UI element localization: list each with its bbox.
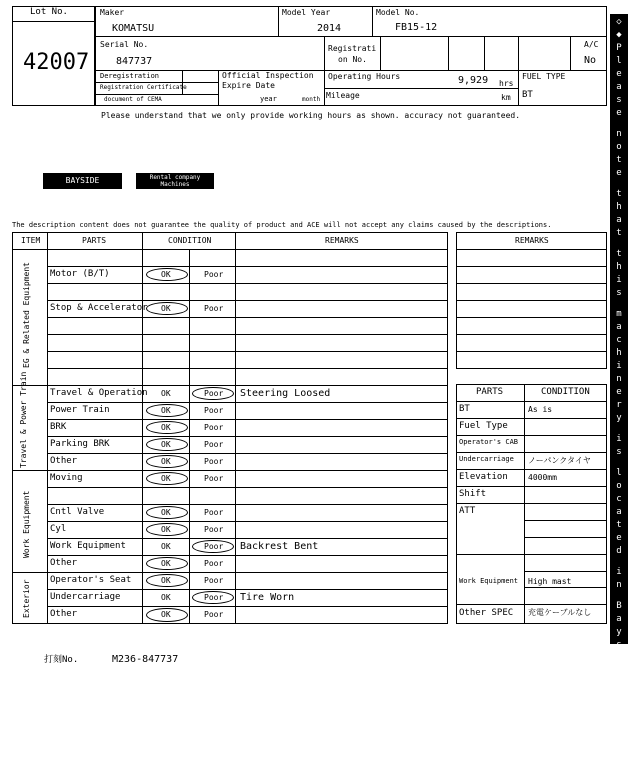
ac-value: No xyxy=(584,55,597,66)
poor-option: Poor xyxy=(204,592,224,602)
spec-part: Work Equipment xyxy=(459,577,519,585)
ok-option: OK xyxy=(161,388,171,398)
part-label: Work Equipment xyxy=(50,540,126,551)
month-label: month xyxy=(302,96,321,103)
ok-option: OK xyxy=(161,541,171,551)
ok-selected-circle xyxy=(146,455,188,468)
bayside-label: BAYSIDE xyxy=(65,176,100,185)
remark-text: Tire Worn xyxy=(240,591,295,603)
model-year-label: Model Year xyxy=(282,8,331,17)
group-eg: EG & Related Equipment xyxy=(22,262,31,368)
remark-text: Backrest Bent xyxy=(240,540,319,552)
location-notice-sidebar xyxy=(610,14,628,775)
ok-selected-circle xyxy=(146,421,188,434)
poor-option: Poor xyxy=(204,388,224,398)
ok-option: OK xyxy=(161,558,171,568)
ok-option: OK xyxy=(161,473,171,483)
lot-number: 42007 xyxy=(23,50,90,75)
spec-part: Fuel Type xyxy=(459,421,508,431)
group-exterior: Exterior xyxy=(22,579,31,618)
registration-label-2: on No. xyxy=(338,55,367,64)
hours-notice: Please understand that we only provide working hours as shown. accuracy not guaranteed. xyxy=(101,111,521,120)
group-travel: Travel & Power Train xyxy=(19,371,28,468)
deregistration-label: Deregistration xyxy=(100,72,160,80)
part-label: BRK xyxy=(50,421,67,432)
registration-cert-label: Registration Certificate xyxy=(100,84,187,91)
km-unit: km xyxy=(501,93,511,102)
poor-option: Poor xyxy=(204,269,224,279)
part-label: Travel & Operation xyxy=(50,387,148,398)
model-no-value: FB15-12 xyxy=(395,22,438,33)
part-label: Other xyxy=(50,557,78,568)
poor-option: Poor xyxy=(204,610,224,619)
spec-part: Operator's CAB xyxy=(459,438,519,446)
inspection-label-2: Expire Date xyxy=(222,81,275,90)
ok-selected-circle xyxy=(146,608,188,622)
ok-selected-circle xyxy=(146,404,188,417)
ok-option: OK xyxy=(161,439,171,449)
ok-option: OK xyxy=(161,269,171,279)
group-work: Work Equipment xyxy=(22,490,31,558)
poor-option: Poor xyxy=(204,405,224,415)
spec-condition: High mast xyxy=(528,577,572,586)
remark-text: Steering Loosed xyxy=(240,387,331,399)
spec-condition-header: CONDITION xyxy=(541,387,590,397)
rental-label-2: Machines xyxy=(160,181,190,188)
ok-option: OK xyxy=(161,592,171,602)
ok-option: OK xyxy=(161,507,171,517)
model-year-value: 2014 xyxy=(317,23,342,34)
header-parts: PARTS xyxy=(82,236,107,245)
poor-option: Poor xyxy=(204,303,224,313)
part-label: Cntl Valve xyxy=(50,506,105,517)
rental-company-button[interactable] xyxy=(136,173,214,189)
ok-selected-circle xyxy=(146,268,188,281)
poor-option: Poor xyxy=(204,456,224,466)
ok-option: OK xyxy=(161,575,171,585)
spec-parts-header: PARTS xyxy=(476,387,504,397)
registration-label-1: Registrati xyxy=(328,44,377,53)
fuel-type-label: FUEL TYPE xyxy=(522,72,566,81)
ok-selected-circle xyxy=(146,557,188,570)
part-label: Stop & Accelerator xyxy=(50,302,148,313)
mileage-label: Mileage xyxy=(326,91,360,100)
ok-option: OK xyxy=(161,524,171,534)
poor-option: Poor xyxy=(204,422,224,432)
part-label: Moving xyxy=(50,472,83,483)
spec-condition: 4000mm xyxy=(528,472,557,482)
operating-hours-label: Operating Hours xyxy=(328,72,401,81)
sidebar-text: ◇ ◆ P l e a s e n o t e t h a t t h i s m a c h i n e r y i s l o c a t e d i n B a y s i d e Y a r d ◆ ◇ xyxy=(616,17,622,775)
part-label: Power Train xyxy=(50,404,110,415)
inspection-label-1: Official Inspection xyxy=(222,71,314,80)
maker-value: KOMATSU xyxy=(112,23,155,34)
poor-option: Poor xyxy=(204,439,224,449)
poor-selected-circle xyxy=(192,591,234,604)
part-label: Motor (B/T) xyxy=(50,268,110,279)
ok-option: OK xyxy=(161,422,171,432)
spec-part: BT xyxy=(459,404,470,414)
part-label: Operator's Seat xyxy=(50,574,132,585)
rental-label-1: Rental company xyxy=(149,174,201,181)
lot-label: Lot No. xyxy=(30,7,68,17)
poor-option: Poor xyxy=(204,558,224,568)
spec-condition: As is xyxy=(528,404,553,414)
ok-selected-circle xyxy=(146,574,188,587)
hrs-unit: hrs xyxy=(499,79,514,88)
spec-condition: ノーパンクタイヤ xyxy=(528,455,591,465)
stamp-value: M236-847737 xyxy=(112,654,179,665)
spec-part: Undercarriage xyxy=(459,455,514,463)
spec-part: ATT xyxy=(459,506,476,516)
ac-label: A/C xyxy=(584,40,599,49)
right-remarks-header: REMARKS xyxy=(515,236,549,245)
header-item: ITEM xyxy=(21,236,41,245)
header-condition: CONDITION xyxy=(168,236,212,245)
poor-option: Poor xyxy=(204,473,224,483)
part-label: Other xyxy=(50,609,78,619)
part-label: Undercarriage xyxy=(50,591,121,602)
spec-condition: 充電ケーブルなし xyxy=(528,608,592,617)
poor-option: Poor xyxy=(204,524,224,534)
year-label: year xyxy=(260,95,277,103)
poor-option: Poor xyxy=(204,541,224,551)
bayside-button[interactable] xyxy=(43,173,122,189)
operating-hours-value: 9,929 xyxy=(458,75,489,86)
ok-selected-circle xyxy=(146,472,188,485)
serial-label: Serial No. xyxy=(100,40,149,49)
part-label: Cyl xyxy=(50,523,67,534)
poor-option: Poor xyxy=(204,507,224,517)
poor-selected-circle xyxy=(192,387,234,400)
stamp-label: 打刻No. xyxy=(44,655,79,665)
fuel-type-value: BT xyxy=(522,90,533,100)
ok-selected-circle xyxy=(146,506,188,519)
spec-part: Other SPEC xyxy=(459,608,514,618)
ok-option: OK xyxy=(161,610,171,619)
spec-part: Shift xyxy=(459,489,487,499)
part-label: Other xyxy=(50,455,78,466)
ok-option: OK xyxy=(161,405,171,415)
ok-selected-circle xyxy=(146,302,188,315)
header-remarks: REMARKS xyxy=(325,236,359,245)
ok-option: OK xyxy=(161,303,171,313)
poor-selected-circle xyxy=(192,540,234,553)
ok-selected-circle xyxy=(146,438,188,451)
poor-option: Poor xyxy=(204,575,224,585)
part-label: Parking BRK xyxy=(50,438,110,449)
model-no-label: Model No. xyxy=(376,8,420,17)
cema-label: document of CEMA xyxy=(104,96,162,103)
spec-part: Elevation xyxy=(459,472,508,482)
ok-option: OK xyxy=(161,456,171,466)
serial-value: 847737 xyxy=(116,56,153,67)
disclaimer: The description content does not guarantee the quality of product and ACE will not accept any claims caused by the descriptions. xyxy=(12,221,552,229)
ok-selected-circle xyxy=(146,523,188,536)
maker-label: Maker xyxy=(100,8,125,17)
